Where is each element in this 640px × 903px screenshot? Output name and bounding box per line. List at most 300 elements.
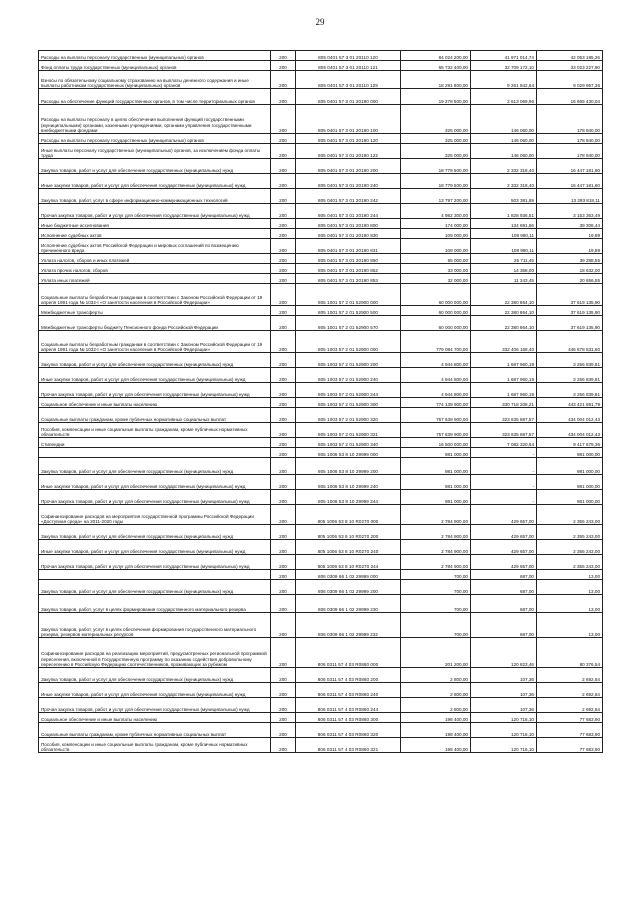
table-row: [39, 368, 603, 383]
row-approved-cell: 2 784 900,00: [401, 505, 471, 525]
row-name-cell: Иные закупки товаров, работ и услуг для обеспечения государственных (муниципальных) нужд: [39, 368, 271, 383]
row-executed-cell: 503 381,89: [471, 189, 537, 204]
row-approved-cell: 4 944 800,00: [401, 353, 471, 368]
table-row: [39, 525, 603, 540]
row-executed-cell: 2 332 318,40: [471, 159, 537, 174]
row-budget-code-cell: 805 1001 57 2 01 52900 000: [296, 284, 401, 306]
row-name-cell: Исполнение судебных актов Российской Федерации и мировых соглашений по возмещению причиненного вреда: [39, 239, 271, 254]
table-row: [39, 331, 603, 353]
row-line-code-cell: 200: [271, 408, 296, 423]
row-budget-code-cell: 806 0309 66 1 02 29999 230: [296, 595, 401, 613]
row-approved-cell: 2 800,00: [401, 668, 471, 683]
row-executed-cell: -: [471, 448, 537, 458]
row-unexecuted-cell: 178 940,00: [537, 105, 603, 134]
row-line-code-cell: 200: [271, 306, 296, 316]
row-budget-code-cell: 805 1006 53 8 10 R0270 000: [296, 505, 401, 525]
row-executed-cell: 22 380 864,10: [471, 316, 537, 331]
row-unexecuted-cell: 3 256 839,81: [537, 353, 603, 368]
row-approved-cell: 65 732 400,00: [401, 61, 471, 71]
row-executed-cell: 146 060,00: [471, 134, 537, 144]
row-unexecuted-cell: 77 683,90: [537, 723, 603, 738]
row-executed-cell: 22 380 864,10: [471, 284, 537, 306]
row-approved-cell: 757 639 900,00: [401, 408, 471, 423]
row-budget-code-cell: 805 1003 57 2 01 52900 240: [296, 368, 401, 383]
table-row: [39, 423, 603, 438]
row-name-cell: Расходы на выплаты персоналу государственных (муниципальных) органов: [39, 51, 271, 61]
row-name-cell: Расходы на выплаты персоналу в целях обеспечения выполнения функций государственными (муниципальными) органами, казенными учреждениями, органами управления государственными внебюджетными фондами: [39, 105, 271, 134]
row-name-cell: Закупка товаров, работ и услуг для обеспечения государственных (муниципальных) нужд: [39, 668, 271, 683]
row-budget-code-cell: 806 0311 57 4 03 R0860 320: [296, 723, 401, 738]
table-row: [39, 475, 603, 490]
row-name-cell: Социальное обеспечение и иные выплаты населению: [39, 398, 271, 408]
row-approved-cell: 700,00: [401, 595, 471, 613]
row-executed-cell: 1 687 960,19: [471, 368, 537, 383]
row-budget-code-cell: 805 0401 57 3 01 20190 122: [296, 144, 401, 159]
row-approved-cell: 981 000,00: [401, 475, 471, 490]
row-unexecuted-cell: 42 053 185,26: [537, 51, 603, 61]
row-approved-cell: 757 639 900,00: [401, 423, 471, 438]
row-unexecuted-cell: 2 355 243,00: [537, 555, 603, 570]
table-row: [39, 189, 603, 204]
table-row: [39, 239, 603, 254]
row-executed-cell: 687,00: [471, 570, 537, 580]
row-executed-cell: 687,00: [471, 580, 537, 595]
row-name-cell: Иные закупки товаров, работ и услуг для обеспечения государственных (муниципальных) нужд: [39, 683, 271, 698]
row-budget-code-cell: 805 1003 57 2 01 52900 300: [296, 398, 401, 408]
table-row: [39, 306, 603, 316]
row-approved-cell: 198 400,00: [401, 723, 471, 738]
row-line-code-cell: 200: [271, 353, 296, 368]
row-line-code-cell: 200: [271, 490, 296, 505]
row-line-code-cell: 200: [271, 475, 296, 490]
row-approved-cell: 774 139 900,00: [401, 398, 471, 408]
table-row: [39, 204, 603, 219]
row-name-cell: Прочая закупка товаров, работ и услуг для обеспечения государственных (муниципальных) нужд: [39, 204, 271, 219]
row-name-cell: Расходы на обеспечение функций государственных органов, в том числе территориальных органов: [39, 89, 271, 105]
row-name-cell: Закупка товаров, работ и услуг для обеспечения государственных (муниципальных) нужд: [39, 580, 271, 595]
row-approved-cell: 981 000,00: [401, 448, 471, 458]
row-approved-cell: 65 000,00: [401, 254, 471, 264]
row-name-cell: Закупка товаров, работ, услуг в целях формирования государственного материального резерва: [39, 595, 271, 613]
row-approved-cell: 4 944 800,00: [401, 383, 471, 398]
row-line-code-cell: 200: [271, 134, 296, 144]
row-executed-cell: 107,36: [471, 668, 537, 683]
table-row: [39, 316, 603, 331]
row-name-cell: Иные закупки товаров, работ и услуг для обеспечения государственных (муниципальных) нужд: [39, 174, 271, 189]
row-executed-cell: 429 657,00: [471, 555, 537, 570]
row-budget-code-cell: 805 0401 57 3 01 20190 240: [296, 174, 401, 189]
table-row: [39, 159, 603, 174]
row-unexecuted-cell: 37 619 135,90: [537, 316, 603, 331]
row-budget-code-cell: 805 1003 57 2 01 52900 000: [296, 331, 401, 353]
row-executed-cell: 146 060,00: [471, 105, 537, 134]
row-name-cell: Прочая закупка товаров, работ и услуг для обеспечения государственных (муниципальных) нужд: [39, 490, 271, 505]
row-name-cell: Закупка товаров, работ и услуг для обеспечения государственных (муниципальных) нужд: [39, 458, 271, 475]
row-unexecuted-cell: 2 355 243,00: [537, 505, 603, 525]
row-executed-cell: 330 718 208,21: [471, 398, 537, 408]
row-unexecuted-cell: 39 288,55: [537, 254, 603, 264]
row-approved-cell: 2 784 900,00: [401, 555, 471, 570]
row-budget-code-cell: 805 0401 57 3 01 20190 831: [296, 239, 401, 254]
row-name-cell: Софинансирование расходов на мероприятия государственной программы Российской Федерации «Доступная среда» на 2011-2020 годы: [39, 505, 271, 525]
table-row: [39, 723, 603, 738]
row-line-code-cell: 200: [271, 189, 296, 204]
row-approved-cell: 18 291 800,00: [401, 71, 471, 89]
row-executed-cell: 2 613 069,96: [471, 89, 537, 105]
row-executed-cell: 429 657,00: [471, 540, 537, 555]
row-budget-code-cell: 805 1003 57 2 01 52900 340: [296, 438, 401, 448]
table-row: [39, 71, 603, 89]
row-name-cell: Межбюджетные трансферты: [39, 306, 271, 316]
row-unexecuted-cell: 981 000,00: [537, 448, 603, 458]
row-executed-cell: 687,00: [471, 595, 537, 613]
row-name-cell: [39, 448, 271, 458]
row-executed-cell: 332 406 168,40: [471, 331, 537, 353]
table-row: [39, 51, 603, 61]
row-approved-cell: 33 000,00: [401, 264, 471, 274]
row-line-code-cell: 200: [271, 229, 296, 239]
row-unexecuted-cell: 19,89: [537, 239, 603, 254]
row-line-code-cell: 200: [271, 254, 296, 264]
table-row: [39, 398, 603, 408]
row-approved-cell: 18 779 500,00: [401, 159, 471, 174]
row-unexecuted-cell: 13,00: [537, 595, 603, 613]
row-approved-cell: 325 000,00: [401, 105, 471, 134]
row-executed-cell: -: [471, 490, 537, 505]
row-executed-cell: 107,36: [471, 698, 537, 713]
row-budget-code-cell: 805 0401 57 3 01 20110 121: [296, 61, 401, 71]
row-name-cell: Социальные выплаты безработным гражданам в соответствии с Законом Российской Федерации от 19 апреля 1991 года № 1032-I «О занятости населения в Российской Федерации»: [39, 284, 271, 306]
row-line-code-cell: 200: [271, 713, 296, 723]
budget-execution-table: [38, 50, 603, 753]
row-approved-cell: 2 800,00: [401, 683, 471, 698]
table-row: [39, 353, 603, 368]
row-approved-cell: 198 400,00: [401, 713, 471, 723]
row-name-cell: Исполнение судебных актов: [39, 229, 271, 239]
row-executed-cell: 7 082 320,64: [471, 438, 537, 448]
table-row: [39, 540, 603, 555]
row-name-cell: Иные бюджетные ассигнования: [39, 219, 271, 229]
row-executed-cell: 41 971 014,74: [471, 51, 537, 61]
row-approved-cell: 60 000 000,00: [401, 306, 471, 316]
row-line-code-cell: 200: [271, 555, 296, 570]
row-approved-cell: 700,00: [401, 580, 471, 595]
row-unexecuted-cell: 16 447 181,60: [537, 174, 603, 189]
row-line-code-cell: 200: [271, 274, 296, 284]
row-name-cell: Прочая закупка товаров, работ и услуг для обеспечения государственных (муниципальных) нужд: [39, 698, 271, 713]
row-executed-cell: -: [471, 475, 537, 490]
row-name-cell: Иные выплаты персоналу государственных (муниципальных) органов, за исключением фонда оплаты труда: [39, 144, 271, 159]
row-unexecuted-cell: 2 692,64: [537, 668, 603, 683]
row-line-code-cell: 200: [271, 204, 296, 219]
table-row: [39, 580, 603, 595]
row-unexecuted-cell: 16 665 430,04: [537, 89, 603, 105]
row-unexecuted-cell: 2 355 243,00: [537, 525, 603, 540]
row-executed-cell: -: [471, 458, 537, 475]
row-budget-code-cell: 805 1003 57 2 01 52900 244: [296, 383, 401, 398]
row-name-cell: Социальные выплаты гражданам, кроме публичных нормативных социальных выплат: [39, 408, 271, 423]
row-executed-cell: 1 687 960,19: [471, 353, 537, 368]
row-budget-code-cell: 805 1006 53 8 10 29999 240: [296, 475, 401, 490]
table-row: [39, 284, 603, 306]
table-row: [39, 105, 603, 134]
row-approved-cell: 2 800,00: [401, 698, 471, 713]
row-unexecuted-cell: 981 000,00: [537, 475, 603, 490]
row-approved-cell: 19 278 500,00: [401, 89, 471, 105]
row-unexecuted-cell: 178 940,00: [537, 134, 603, 144]
row-line-code-cell: 200: [271, 570, 296, 580]
row-name-cell: Межбюджетные трансферты бюджету Пенсионного фонда Российской Федерации: [39, 316, 271, 331]
row-line-code-cell: 200: [271, 159, 296, 174]
row-unexecuted-cell: 80 376,54: [537, 638, 603, 668]
row-name-cell: Взносы по обязательному социальному страхованию на выплаты денежного содержания и иные выплаты работникам государственных (муниципальных) органов: [39, 71, 271, 89]
table-row: [39, 505, 603, 525]
row-line-code-cell: 200: [271, 51, 296, 61]
row-budget-code-cell: 806 0311 57 4 03 R0860 321: [296, 738, 401, 753]
row-line-code-cell: 200: [271, 595, 296, 613]
row-unexecuted-cell: 434 004 012,43: [537, 423, 603, 438]
row-line-code-cell: 200: [271, 383, 296, 398]
row-approved-cell: 2 784 900,00: [401, 540, 471, 555]
table-row: [39, 254, 603, 264]
row-line-code-cell: 200: [271, 580, 296, 595]
row-unexecuted-cell: 2 692,64: [537, 698, 603, 713]
row-approved-cell: 60 000 000,00: [401, 316, 471, 331]
row-approved-cell: 13 797 200,00: [401, 189, 471, 204]
row-name-cell: Иные закупки товаров, работ и услуг для обеспечения государственных (муниципальных) нужд: [39, 475, 271, 490]
row-budget-code-cell: 805 0401 57 3 01 20190 244: [296, 204, 401, 219]
row-line-code-cell: 200: [271, 219, 296, 229]
row-executed-cell: 120 716,10: [471, 723, 537, 738]
table-row: [39, 555, 603, 570]
row-unexecuted-cell: 19,89: [537, 229, 603, 239]
row-budget-code-cell: 805 0401 57 3 01 20190 200: [296, 159, 401, 174]
row-budget-code-cell: 805 0401 57 3 01 20110 120: [296, 51, 401, 61]
row-approved-cell: 16 500 000,00: [401, 438, 471, 448]
row-unexecuted-cell: 434 004 012,43: [537, 408, 603, 423]
row-approved-cell: 32 000,00: [401, 274, 471, 284]
row-executed-cell: 25 711,45: [471, 254, 537, 264]
row-name-cell: Пособия, компенсации и иные социальные выплаты гражданам, кроме публичных нормативных обязательств: [39, 738, 271, 753]
row-unexecuted-cell: 981 000,00: [537, 490, 603, 505]
row-budget-code-cell: 805 1006 53 8 10 R0270 240: [296, 540, 401, 555]
row-budget-code-cell: 806 0311 57 4 03 R0860 000: [296, 638, 401, 668]
table-row: [39, 61, 603, 71]
row-budget-code-cell: 806 0309 66 1 02 29999 232: [296, 613, 401, 638]
row-budget-code-cell: 805 1006 53 8 10 R0270 200: [296, 525, 401, 540]
row-executed-cell: 32 709 172,10: [471, 61, 537, 71]
table-row: [39, 274, 603, 284]
row-approved-cell: 700,00: [401, 613, 471, 638]
row-budget-code-cell: 805 0401 57 3 01 20190 000: [296, 89, 401, 105]
row-name-cell: Иные закупки товаров, работ и услуг для обеспечения государственных (муниципальных) нужд: [39, 540, 271, 555]
row-line-code-cell: 200: [271, 89, 296, 105]
row-budget-code-cell: 805 1003 57 2 01 52900 320: [296, 408, 401, 423]
row-unexecuted-cell: 13,00: [537, 570, 603, 580]
row-unexecuted-cell: 13 293 818,11: [537, 189, 603, 204]
row-executed-cell: 120 716,10: [471, 713, 537, 723]
row-executed-cell: 323 635 887,57: [471, 408, 537, 423]
table-row: [39, 408, 603, 423]
row-budget-code-cell: 805 1006 53 8 10 29999 000: [296, 448, 401, 458]
row-approved-cell: 60 000 000,00: [401, 284, 471, 306]
row-line-code-cell: 200: [271, 738, 296, 753]
row-budget-code-cell: 805 0401 57 3 01 20110 129: [296, 71, 401, 89]
table-row: [39, 134, 603, 144]
row-budget-code-cell: 805 0401 57 3 01 20190 120: [296, 134, 401, 144]
row-unexecuted-cell: 13,00: [537, 580, 603, 595]
row-executed-cell: 107,36: [471, 683, 537, 698]
row-unexecuted-cell: 16 447 181,60: [537, 159, 603, 174]
row-executed-cell: 1 687 960,19: [471, 383, 537, 398]
row-line-code-cell: 200: [271, 264, 296, 274]
row-line-code-cell: 200: [271, 284, 296, 306]
table-row: [39, 448, 603, 458]
table-row: [39, 219, 603, 229]
table-row: [39, 638, 603, 668]
row-approved-cell: 4 944 800,00: [401, 368, 471, 383]
row-name-cell: [39, 570, 271, 580]
row-unexecuted-cell: 178 940,00: [537, 144, 603, 159]
row-budget-code-cell: 805 1001 57 2 01 52900 500: [296, 306, 401, 316]
row-unexecuted-cell: 446 678 531,60: [537, 331, 603, 353]
row-name-cell: Закупка товаров, работ и услуг для обеспечения государственных (муниципальных) нужд: [39, 159, 271, 174]
row-name-cell: Фонд оплаты труда государственных (муниципальных) органов: [39, 61, 271, 71]
row-line-code-cell: 200: [271, 105, 296, 134]
row-approved-cell: 198 400,00: [401, 738, 471, 753]
row-approved-cell: 174 000,00: [401, 219, 471, 229]
row-line-code-cell: 200: [271, 61, 296, 71]
table-row: [39, 264, 603, 274]
row-name-cell: Уплата налогов, сборов и иных платежей: [39, 254, 271, 264]
table-row: [39, 174, 603, 189]
row-executed-cell: 120 716,10: [471, 738, 537, 753]
table-row: [39, 570, 603, 580]
row-executed-cell: 323 635 887,57: [471, 423, 537, 438]
row-unexecuted-cell: 13,00: [537, 613, 603, 638]
row-executed-cell: 1 828 936,51: [471, 204, 537, 219]
row-approved-cell: 2 784 900,00: [401, 525, 471, 540]
row-approved-cell: 18 779 500,00: [401, 174, 471, 189]
row-budget-code-cell: 805 0401 57 3 01 20190 850: [296, 254, 401, 264]
row-name-cell: Уплата прочих налогов, сборов: [39, 264, 271, 274]
row-approved-cell: 84 024 200,00: [401, 51, 471, 61]
row-budget-code-cell: 805 1001 57 2 01 52900 570: [296, 316, 401, 331]
row-line-code-cell: 200: [271, 613, 296, 638]
row-budget-code-cell: 805 0401 57 3 01 20190 830: [296, 229, 401, 239]
row-line-code-cell: 200: [271, 316, 296, 331]
row-unexecuted-cell: 3 153 363,49: [537, 204, 603, 219]
row-line-code-cell: 200: [271, 71, 296, 89]
table-row: [39, 490, 603, 505]
row-name-cell: Софинансирование расходов на реализацию мероприятий, предусмотренных региональной программой переселения, включенной в Государственную программу по оказанию содействия добровольному переселению в Российскую Федерацию соотечественников, проживающих за рубежом: [39, 638, 271, 668]
row-line-code-cell: 200: [271, 239, 296, 254]
row-approved-cell: 201 200,00: [401, 638, 471, 668]
table-row: [39, 738, 603, 753]
row-approved-cell: 325 000,00: [401, 134, 471, 144]
row-unexecuted-cell: 37 619 135,90: [537, 306, 603, 316]
row-unexecuted-cell: 39 308,44: [537, 219, 603, 229]
row-executed-cell: 429 657,00: [471, 525, 537, 540]
table-row: [39, 698, 603, 713]
row-line-code-cell: 200: [271, 525, 296, 540]
row-executed-cell: 134 691,56: [471, 219, 537, 229]
row-unexecuted-cell: 77 683,90: [537, 738, 603, 753]
row-executed-cell: 2 332 318,40: [471, 174, 537, 189]
row-executed-cell: 108 980,11: [471, 229, 537, 239]
table-row: [39, 595, 603, 613]
row-name-cell: Социальные выплаты безработным гражданам в соответствии с Законом Российской Федерации от 19 апреля 1991 года № 1032-I «О занятости населения в Российской Федерации»: [39, 331, 271, 353]
row-name-cell: Прочая закупка товаров, работ и услуг для обеспечения государственных (муниципальных) нужд: [39, 555, 271, 570]
row-approved-cell: 779 084 700,00: [401, 331, 471, 353]
row-line-code-cell: 200: [271, 398, 296, 408]
table-row: [39, 144, 603, 159]
table-row: [39, 383, 603, 398]
row-budget-code-cell: 805 0401 57 3 01 20190 853: [296, 274, 401, 284]
row-approved-cell: 325 000,00: [401, 144, 471, 159]
row-unexecuted-cell: 9 417 679,36: [537, 438, 603, 448]
row-unexecuted-cell: 2 355 243,00: [537, 540, 603, 555]
row-executed-cell: 120 823,46: [471, 638, 537, 668]
row-unexecuted-cell: 18 632,00: [537, 264, 603, 274]
table-row: [39, 713, 603, 723]
row-unexecuted-cell: 20 656,55: [537, 274, 603, 284]
row-unexecuted-cell: 37 619 135,90: [537, 284, 603, 306]
row-budget-code-cell: 805 0401 57 3 01 20190 242: [296, 189, 401, 204]
row-approved-cell: 981 000,00: [401, 458, 471, 475]
table-row: [39, 229, 603, 239]
row-budget-code-cell: 805 0401 57 3 01 20190 852: [296, 264, 401, 274]
row-budget-code-cell: 806 0309 66 1 02 29999 200: [296, 580, 401, 595]
row-approved-cell: 4 982 300,00: [401, 204, 471, 219]
row-name-cell: Пособия, компенсации и иные социальные выплаты гражданам, кроме публичных нормативных обязательств: [39, 423, 271, 438]
row-budget-code-cell: 805 1006 53 8 10 29999 244: [296, 490, 401, 505]
row-budget-code-cell: 805 1003 57 2 01 52900 200: [296, 353, 401, 368]
page-number: 29: [315, 17, 325, 27]
row-executed-cell: 108 980,11: [471, 239, 537, 254]
row-line-code-cell: 200: [271, 668, 296, 683]
row-line-code-cell: 200: [271, 683, 296, 698]
row-budget-code-cell: 805 0401 57 3 01 20190 800: [296, 219, 401, 229]
row-budget-code-cell: 806 0311 57 4 03 R0860 244: [296, 698, 401, 713]
row-unexecuted-cell: 77 683,90: [537, 713, 603, 723]
table-row: [39, 458, 603, 475]
row-approved-cell: 700,00: [401, 570, 471, 580]
row-name-cell: Социальные выплаты гражданам, кроме публичных нормативных социальных выплат: [39, 723, 271, 738]
row-unexecuted-cell: 33 023 227,90: [537, 61, 603, 71]
row-approved-cell: 109 000,00: [401, 239, 471, 254]
row-line-code-cell: 200: [271, 144, 296, 159]
row-name-cell: Закупка товаров, работ, услуг в сфере информационно-коммуникационных технологий: [39, 189, 271, 204]
row-name-cell: Закупка товаров, работ, услуг в целях обеспечения формирования государственного материального резерва, резервов материальных ресурсов: [39, 613, 271, 638]
row-line-code-cell: 200: [271, 698, 296, 713]
row-name-cell: Расходы на выплаты персоналу государственных (муниципальных) органов: [39, 134, 271, 144]
row-line-code-cell: 200: [271, 540, 296, 555]
row-budget-code-cell: 806 0311 57 4 03 R0860 240: [296, 683, 401, 698]
row-executed-cell: 9 261 842,64: [471, 71, 537, 89]
row-executed-cell: 146 060,00: [471, 144, 537, 159]
table-row: [39, 683, 603, 698]
table-body: [39, 51, 603, 753]
row-line-code-cell: 200: [271, 423, 296, 438]
row-budget-code-cell: 805 1006 53 8 10 R0270 244: [296, 555, 401, 570]
row-approved-cell: 981 000,00: [401, 490, 471, 505]
row-name-cell: Социальное обеспечение и иные выплаты населению: [39, 713, 271, 723]
row-name-cell: Уплата иных платежей: [39, 274, 271, 284]
row-line-code-cell: 200: [271, 331, 296, 353]
row-line-code-cell: 200: [271, 368, 296, 383]
row-name-cell: Прочая закупка товаров, работ и услуг для обеспечения государственных (муниципальных) нужд: [39, 383, 271, 398]
